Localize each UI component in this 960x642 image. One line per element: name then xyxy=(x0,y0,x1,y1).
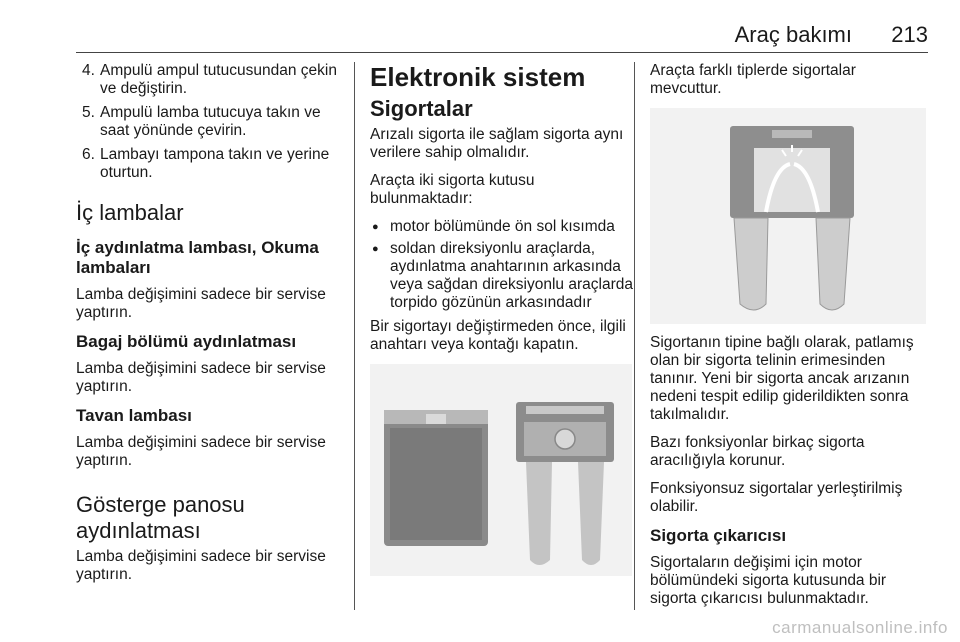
column-right xyxy=(650,62,930,618)
paragraph: Araçta farklı tiplerde sigortalar mevcuttur. xyxy=(650,62,856,97)
list-item: 4. Ampulü ampul tutucusundan çekin ve değiştirin. xyxy=(82,62,337,97)
section-title: Araç bakımı xyxy=(734,22,852,47)
heading-instrument-panel: Gösterge panosu aydınlatması xyxy=(76,492,245,543)
page-header xyxy=(76,20,928,53)
heading-interior-lights: İç lambalar xyxy=(76,200,184,225)
fuse-types-illustration xyxy=(370,364,632,576)
paragraph: Lamba değişimini sadece bir servise yaptırın. xyxy=(76,360,326,395)
watermark: carmanualsonline.info xyxy=(772,618,948,637)
list-item: ● motor bölümünde ön sol kısımda xyxy=(370,218,634,236)
paragraph: Lamba değişimini sadece bir servise yaptırın. xyxy=(76,548,326,583)
list-item: 6. Lambayı tampona takın ve yerine oturtun. xyxy=(82,146,330,181)
column-divider xyxy=(354,62,355,610)
blown-fuse-illustration xyxy=(650,108,926,324)
list-item: ● soldan direksiyonlu araçlarda, aydınlatma anahtarının arkasında veya sağdan direksiyonlu araçlarda torpido gözünün arkasındadır xyxy=(370,240,634,312)
paragraph: Lamba değişimini sadece bir servise yaptırın. xyxy=(76,434,326,469)
paragraph: Bir sigortayı değiştirmeden önce, ilgili anahtarı veya kontağı kapatın. xyxy=(370,318,626,353)
paragraph: Lamba değişimini sadece bir servise yaptırın. xyxy=(76,286,326,321)
section-heading: Elektronik sistem xyxy=(370,62,586,92)
paragraph: Fonksiyonsuz sigortalar yerleştirilmiş olabilir. xyxy=(650,480,903,515)
subheading-fuse-extractor: Sigorta çıkarıcısı xyxy=(650,526,787,545)
subsection-heading: Sigortalar xyxy=(370,96,473,121)
column-divider xyxy=(634,62,635,610)
bullet-list xyxy=(370,218,634,312)
subheading-ceiling-light: Tavan lambası xyxy=(76,406,192,425)
list-item: 5. Ampulü lamba tutucuya takın ve saat yönünde çevirin. xyxy=(82,104,321,139)
subheading-reading-lights: İç aydınlatma lambası, Okuma lambaları xyxy=(76,238,319,277)
paragraph: Sigortanın tipine bağlı olarak, patlamış olan bir sigorta telinin erimesinden tanınır. Yeni bir sigorta ancak arızanın nedeni tespit edilip giderildikten sonra takılmalıdır. xyxy=(650,334,914,423)
paragraph: Arızalı sigorta ile sağlam sigorta aynı verilere sahip olmalıdır. xyxy=(370,126,624,161)
subheading-trunk-light: Bagaj bölümü aydınlatması xyxy=(76,332,297,351)
column-middle xyxy=(370,62,634,586)
paragraph: Bazı fonksiyonlar birkaç sigorta aracılığıyla korunur. xyxy=(650,434,865,469)
steps-list xyxy=(76,62,338,182)
paragraph: Sigortaların değişimi için motor bölümündeki sigorta kutusunda bir sigorta çıkarıcısı bulunmaktadır. xyxy=(650,554,887,607)
paragraph: Araçta iki sigorta kutusu bulunmaktadır: xyxy=(370,172,535,207)
page-number: 213 xyxy=(891,22,928,47)
column-left xyxy=(76,62,338,594)
